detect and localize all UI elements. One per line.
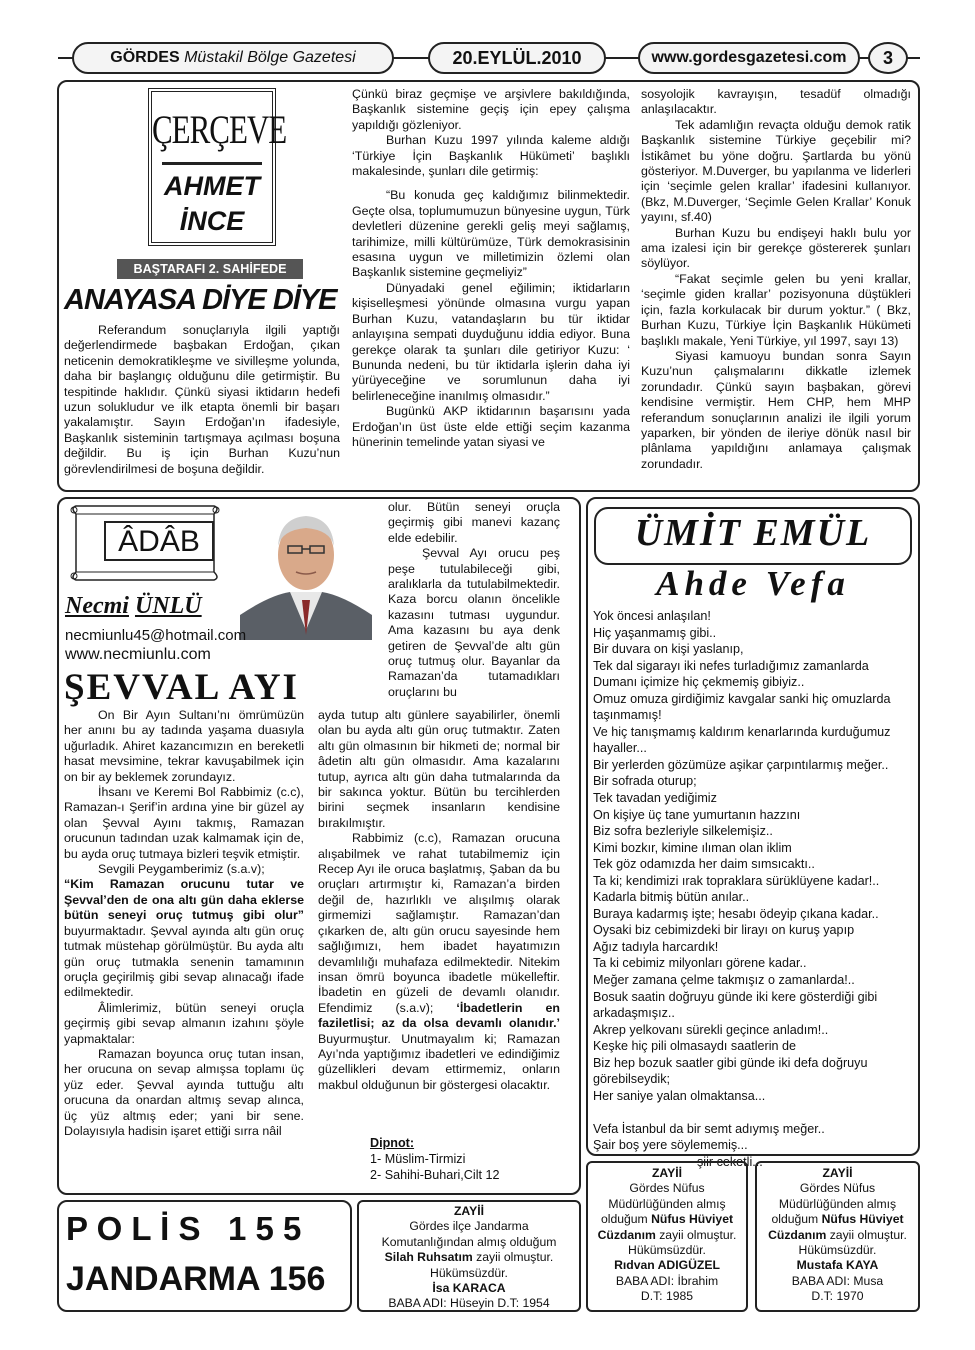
adab-column-2 bbox=[318, 708, 560, 1122]
poem-line: Ağız tadıyla harcardık! bbox=[593, 939, 719, 954]
cerceve-logo-rule bbox=[162, 162, 262, 165]
cerceve-column-2 bbox=[352, 87, 630, 487]
lost-notice-jandarma bbox=[360, 1204, 578, 1312]
notice-heading: ZAYİİ bbox=[822, 1166, 853, 1180]
notice-line: Gördes Nüfus bbox=[799, 1181, 876, 1196]
paragraph: “Fakat seçimle gelen bu yeni krallar, ‘seçimle giden krallar’ pozisyonuna düştükleri için, fazla korkulacak bir durum yoktur.” ( Bkz, Burhan Kuzu, Türkiye İçin Başkanlık Hükümeti başlıklı makale, Yeni Türkiye, yıl 1997, sayı 13) bbox=[641, 271, 911, 348]
footnote-1: 1- Müslim-Tirmizi bbox=[370, 1152, 466, 1166]
paragraph: ayda tutup altı günlere sayabilirler, önemli olan bu ayda altı gün oruç tutmaktır. Zaten altı gün olmasının bir hikmeti de; normal bir âdetin altı gün olmasıdır. Ama kazalarını tutup, ayrıca altı gün daha tutmalarında da bir sakınca yoktur. Bütün bu tercihlerden birini seçmek insanların kendisine bırakılmıştır. bbox=[318, 708, 560, 830]
poem-line: Bosuk saatin doğruyu günde iki kere gösterdiği gibi bbox=[593, 989, 878, 1004]
poem-line: Tek dal sigarayı iki nefes turladığımız zamanlarda bbox=[593, 658, 869, 673]
website-link[interactable]: www.gordesgazetesi.com bbox=[638, 42, 860, 74]
paragraph: sosyolojik kavrayışın, tesadüf olmadığı anlaşılacaktır. bbox=[641, 87, 911, 117]
poem-line: hayaller... bbox=[593, 741, 647, 756]
poem-author-name: ÜMİT EMÜL bbox=[634, 512, 872, 554]
hadith-paragraph: “Kim Ramazan orucunu tutar ve Şevval’den de ona altı gün daha eklerse bütün seneyi oruç tutmuş gibi olur” buyurmaktadır. Şevval ayında altı gün oruç tutmak müstehap görülmüştür. Bu ayda altı gün oruç tutmakla senenin tamamının oruçla geçirilmiş gibi sevap alınacağı ifade edilmektedir. bbox=[64, 877, 304, 1000]
poem-line: Omuz omuza girdiğimiz kavgalar sanki hiç omuzlarda bbox=[593, 691, 891, 706]
paragraph: olur. Bütün seneyi oruçla geçirmiş gibi manevi kazanç elde edebilir. bbox=[388, 500, 560, 545]
poem-line: Dumanı içimize hiç çekmemiş gibiyiz.. bbox=[593, 675, 805, 690]
paragraph: Dünyadaki genel eğilimin; iktidarların kişiselleşmesi yönünde olmasına vurgu yapan Burhan Kuzu, vatandaşların bu tür iktidar anlayışına sempati duyduğunu iddia ediyor. Buna gerekçe olarak ta şunları dile getiriyor Kuzu: ‘ Bununda nedeni, bu tür iktidarla işlerin daha iyi yürüyeceğine ve sorumlunun daha iyi belirleneceğine inanılmış olmasıdır.” bbox=[352, 280, 630, 403]
poem-line bbox=[593, 1104, 915, 1121]
notice-line: olduğum Nüfus Hüviyet bbox=[771, 1212, 904, 1227]
notice-line: Gördes ilçe Jandarma bbox=[409, 1219, 529, 1234]
footnote-title: Dipnot: bbox=[370, 1136, 415, 1150]
paragraph: Şevval Ayı orucu peş peşe tutulabileceği gibi, aralıklarla da tutulabilmektedir. Kaza borcu olanın öncelikle kazasını tutması uygundur. Ama kazasını bu aya denk getiren de Şevval’de altı gün oruç tutmuş olur. Bayanlar da Ramazan’da tutamadıkları oruçlarını bu bbox=[388, 546, 560, 699]
poem-line: Vefa İstanbul da bir semt adıymış meğer.. bbox=[593, 1121, 825, 1136]
notice-line: Cüzdanım zayii olmuştur. bbox=[768, 1227, 907, 1242]
paragraph: Siyasi kamuoyu bundan sonra Sayın Kuzu’nun çalışmalarını dikkatle izlemek zorundadır. Çünkü sayın başbakan, görevi kendisine vermiştir. Hem CHP, hem MHP referandum sonuçlarının analizi ile ilgili yorum yaparken, bir yönden de ileriye dönük nasıl bir plânlama yapıldığını anlamaya çalışmak zorundadır. bbox=[641, 348, 911, 471]
poem-line: Tek göz odamızda her daim sımsıcaktı.. bbox=[593, 857, 815, 872]
paragraph: Referandum sonuçlarıyla ilgili yaptığı değerlendirmede başbakan Erdoğan, çıkan neticenin demokratikleşme ve sivilleşme yolunda, daha bir başlangıç olduğunu dile getirmiştir. Bu tespitinde haklıdır. Çünkü siyasi iktidarın hedefi uzun solukludur ve ilk etapta önemli bir başarı yakalamıştır. Sayın Erdoğan’ın ifadesiyle, Başkanlık sisteminin tartışmaya açılması boşuna değildir. Bu iş için Burhan Kuzu’nun görevlendirilmesi de boşuna değildir. bbox=[64, 323, 340, 476]
footnote-2: 2- Sahihi-Buhari,Cilt 12 bbox=[370, 1168, 500, 1182]
paragraph: Burhan Kuzu bu endişeyi haklı bulu yor ama izalesi için bir gerekçe göstererek şunları söylüyor. bbox=[641, 225, 911, 271]
paragraph: Âlimlerimiz, bütün seneyi oruçla geçirmiş gibi sevap almanın izahını şöyle yapmaktalar: bbox=[64, 1000, 304, 1046]
poem-line: Ta ki cebimiz milyonları görene kadar.. bbox=[593, 956, 807, 971]
gendarmerie-number: JANDARMA 156 bbox=[66, 1260, 326, 1298]
adab-column-1 bbox=[64, 708, 304, 1188]
adab-website[interactable]: www.necmiunlu.com bbox=[65, 646, 211, 663]
poem-line: Buraya kadarmış işte; hesabı ödeyip çıkana kadar.. bbox=[593, 906, 879, 921]
notice-heading: ZAYİİ bbox=[651, 1166, 683, 1180]
notice-line: D.T: 1970 bbox=[811, 1289, 864, 1304]
paragraph: “Bu konuda geç kaldığımız bilinmektedir. Geçte olsa, toplumumuzun bünyesine uygun, Türk devletleri düzenine gerekli geliş meyi sağlamış, tarihimize, milli kültürümüze, Türk demokrasisinin esasına uygun ve milletimizin özlemi olan Başkanlık sistemine geçmeliyiz” bbox=[352, 188, 630, 280]
notice-detail: BABA ADI: Hüseyin D.T: 1954 bbox=[388, 1296, 550, 1311]
notice-name: Mustafa KAYA bbox=[796, 1258, 879, 1273]
notice-line: D.T: 1985 bbox=[640, 1289, 694, 1304]
lost-notice-right bbox=[757, 1166, 918, 1305]
cerceve-logo-text: ÇERÇEVE bbox=[152, 106, 287, 153]
poem-line: Şair boş yere söylememiş... bbox=[593, 1138, 748, 1153]
paragraph: Rabbimiz (c.c), Ramazan orucuna alışabilmek ve rahat tutabilmemiz için Recep Ayı ile oruca başlatmış, Şaban da bu oruçları artırmıştır ki, Ramazan’a birden değil de, hazırlıklı ve alışılmış olarak girmemizi sağlamıştır. Ramazan’dan çıkarken de, altı gün orucu sayesinde hem sağlığımızı, hem ibadet hayatımızın devamlılığı muhafaza edilmektedir. Nitekim insan ömrü boyunca ibadetle mükelleftir. İbadetin en güzeli de devamlı olanıdır. Efendimiz (s.a.v); ‘İbadetlerin en faziletlisi; az da olsa devamlı olanıdır.’ Buyurmuştur. Unutmayalım ki; Ramazan Ayı’nda yaptığımız ibadetleri ve edindiğimiz güzellikleri devam ettirmemiz, onların makbul olduğunun bir göstergesi olacaktır. bbox=[318, 831, 561, 1092]
poem-line: Bir sofrada oturup; bbox=[593, 774, 697, 789]
poem-line: Bir duvara on kişi yaslanıp, bbox=[593, 642, 744, 657]
cerceve-column-3 bbox=[641, 87, 911, 487]
notice-line: Müdürlüğünden almış bbox=[608, 1196, 726, 1211]
poem-line: Kimi bozkır, kimine ılıman olan iklim bbox=[593, 840, 792, 855]
paragraph: Burhan Kuzu 1997 yılında kaleme aldığı ‘Türkiye İçin Başkanlık Hükümeti’ başlıklı makalesinde, şunları dile getirmiş: bbox=[352, 133, 630, 179]
cerceve-author-last: İNCE bbox=[179, 206, 245, 236]
cerceve-author-first: AHMET bbox=[164, 171, 260, 201]
adab-author-name: Necmi ÜNLÜ bbox=[65, 593, 202, 619]
notice-name: İsa KARACA bbox=[432, 1281, 506, 1296]
paper-name: GÖRDES Müstakil Bölge Gazetesi bbox=[72, 42, 394, 74]
poem-line: Her saniye yalan olmaktansa... bbox=[593, 1088, 766, 1103]
poem-line: Ve hiç tanışmamış kaldırım kenarlarında kurduğumuz bbox=[593, 724, 891, 739]
notice-line: Komutanlığından almış olduğum bbox=[381, 1234, 557, 1249]
cerceve-column-1 bbox=[64, 323, 340, 483]
notice-line: Silah Ruhsatım zayii olmuştur. bbox=[384, 1250, 554, 1265]
paragraph: Sevgili Peygamberimiz (s.a.v); bbox=[98, 862, 265, 877]
notice-line: Gördes Nüfus bbox=[629, 1181, 705, 1196]
issue-date: 20.EYLÜL.2010 bbox=[428, 42, 606, 74]
poem-line: Meğer zamana çelme takmışız o zamanlarda!.. bbox=[593, 973, 855, 988]
poem-text bbox=[593, 608, 915, 1169]
poem-line: Ta ki; kendimizi ırak topraklara sürüklüyene kadar!.. bbox=[593, 873, 880, 888]
poem-line: Biz hep bozuk saatler gibi günde iki defa doğruyu bbox=[593, 1055, 868, 1070]
notice-line: Hükümsüzdür. bbox=[628, 1243, 706, 1258]
poem-line: Kadarla bitmiş bütün anılar.. bbox=[593, 890, 750, 905]
notice-line: Müdürlüğünden almış bbox=[778, 1196, 897, 1211]
police-number: P O L İ S 1 5 5 bbox=[66, 1210, 302, 1247]
notice-line: BABA ADI: İbrahim bbox=[615, 1273, 719, 1288]
notice-line: Hükümsüzdür. bbox=[430, 1265, 508, 1280]
cerceve-title: ANAYASA DİYE DİYE bbox=[64, 284, 337, 316]
poem-line: Akrep yelkovanı sürekli geçince anladım!.. bbox=[593, 1022, 829, 1037]
page-number: 3 bbox=[868, 42, 908, 74]
author-photo bbox=[240, 500, 372, 640]
poem-line: Biz sofra bezleriyle silkelemişiz.. bbox=[593, 824, 773, 839]
paragraph: İhsanı ve Keremi Bol Rabbimiz (c.c), Ramazan-ı Şerif’in ardına yine bir güzel ay olan Şevval Ayını takmış, Ramazan orucunun tadından uzak kalmamak için de, bu ayda oruç tutmaya bizleri teşvik etmiştir. bbox=[64, 785, 304, 861]
poem-line: Tek tavadan yediğimiz bbox=[593, 791, 717, 806]
poem-line: arkadaşmışız.. bbox=[593, 1006, 675, 1021]
poem-line: şiir ceketli... bbox=[697, 1155, 763, 1169]
paragraph: On Bir Ayın Sultanı’nı ömrümüzün her anını bu ay tadında yaşama duasıyla uğurladık. Ahiret kazancımızın en bereketli hasat mevsimine, tekrar kavuşabilmek için on bir ay beklemek zorundayız. bbox=[64, 708, 304, 784]
poem-line: taşınmamış! bbox=[593, 708, 662, 723]
paragraph: Bugünkü AKP iktidarının başarısını yada Erdoğan’ın üst üste elde ettiği seçim kazanma hünerinin temelinde yatan siyasi ve bbox=[352, 404, 630, 449]
adab-email[interactable]: necmiunlu45@hotmail.com bbox=[65, 627, 247, 644]
lost-notice-left bbox=[588, 1166, 746, 1305]
hadith-quote: “Kim Ramazan orucunu tutar ve Şevval’den de ona altı gün daha eklerse bütün seneyi oruç tutmuş gibi olur” bbox=[64, 877, 304, 923]
poem-title: Ahde Vefa bbox=[656, 564, 850, 603]
notice-line: Hükümsüzdür. bbox=[798, 1243, 877, 1258]
poem-line: Keşke hiç pili olmasaydı saatlerin de bbox=[593, 1039, 797, 1054]
adab-logo-text: ÂDÂB bbox=[104, 521, 214, 561]
notice-line: Cüzdanım zayii olmuştur. bbox=[597, 1227, 737, 1242]
poem-line: On kişiye üç tane yumurtanın hazzını bbox=[593, 807, 801, 822]
paragraph: Çünkü biraz geçmişe ve arşivlere bakıldığında, Başkanlık sistemine geçiş için epey çalışma yapıldığı gözleniyor. bbox=[352, 87, 630, 132]
paragraph: Ramazan boyunca oruç tutan insan, her orucuna on sevap almışsa toplamı üç yüz eder. Şevval ayında tuttuğu altı orucuna da onardan altmış sevap alınca, üç yüz altmış eder; yani bir sene. Dolayısıyla hadisin işaret ettiği sırra nâil bbox=[64, 1046, 304, 1138]
adab-title: ŞEVVAL AYI bbox=[64, 667, 299, 708]
continued-label: BAŞTARAFI 2. SAHİFEDE bbox=[117, 259, 303, 279]
notice-line: BABA ADI: Musa bbox=[791, 1273, 884, 1288]
poem-line: Yok öncesi anlaşılan! bbox=[593, 609, 711, 623]
poem-line: Bir yerlerden gözümüze aşikar çarpıntılarmış meğer.. bbox=[593, 757, 889, 772]
notice-heading: ZAYİİ bbox=[453, 1204, 485, 1218]
poem-line: görebilseydik; bbox=[593, 1072, 671, 1087]
poem-line: Oysaki biz cebimizdeki bir lirayı on kuruş yapıp bbox=[593, 923, 855, 938]
poem-line: Hiç yaşanmamış gibi.. bbox=[593, 625, 717, 640]
adab-column-top-right bbox=[388, 500, 560, 708]
notice-line: olduğum Nüfus Hüviyet bbox=[600, 1212, 734, 1227]
notice-name: Rıdvan ADIGÜZEL bbox=[614, 1258, 720, 1273]
paragraph: Tek adamlığın revaçta olduğu demok ratik Başkanlık sistemine Türkiye geçebilir mi? İstikâmet bu yöne doğru. Şartlarda bu yönü gösteriyor. M.Duverger, bu yapılanma ve liderleri için ‘seçimle gelen krallar’ ifadesini kullanıyor.(Bkz, M.Duverger, ‘Seçimle Gelen Krallar’ Konuk yayını, sf.40) bbox=[641, 117, 911, 225]
